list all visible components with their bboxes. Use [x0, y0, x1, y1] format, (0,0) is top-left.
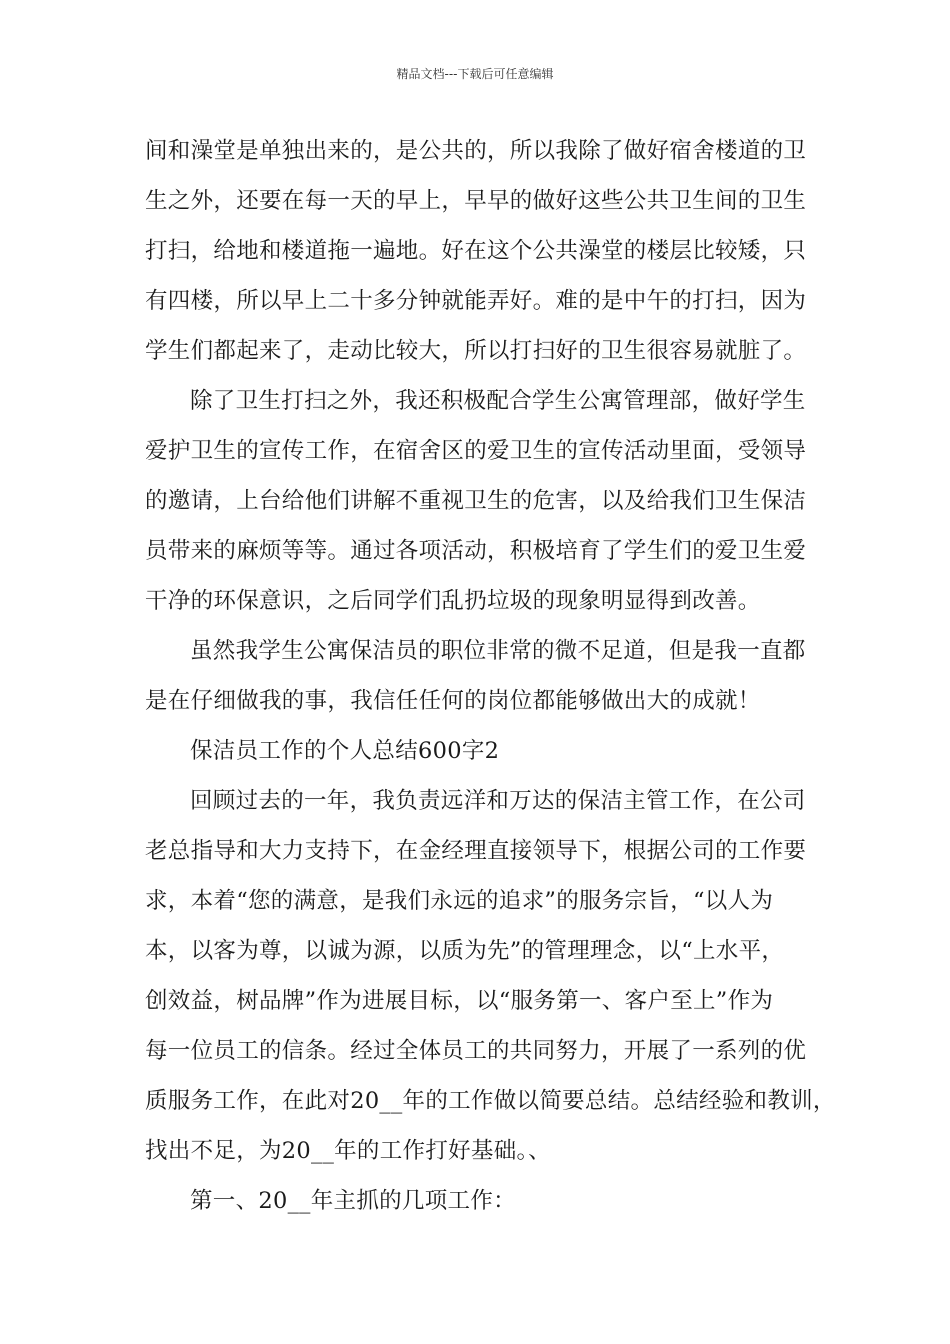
paragraph-line: 虽然我学生公寓保洁员的职位非常的微不足道，但是我一直都 [190, 638, 806, 664]
paragraph-line: 打扫，给地和楼道拖一遍地。好在这个公共澡堂的楼层比较矮，只 [145, 238, 807, 264]
paragraph-line: 学生们都起来了，走动比较大，所以打扫好的卫生很容易就脏了。 [145, 338, 807, 364]
paragraph-line: 回顾过去的一年，我负责远洋和万达的保洁主管工作，在公司 [190, 788, 806, 814]
paragraph-line: 找出不足，为20__年的工作打好基础。、 [145, 1138, 551, 1164]
paragraph-line: 的邀请，上台给他们讲解不重视卫生的危害，以及给我们卫生保洁 [145, 488, 807, 514]
paragraph-line: 干净的环保意识，之后同学们乱扔垃圾的现象明显得到改善。 [145, 588, 761, 614]
paragraph-line: 质服务工作，在此对20__年的工作做以简要总结。总结经验和教训， [145, 1088, 836, 1114]
paragraph-line: 每一位员工的信条。经过全体员工的共同努力，开展了一系列的优 [145, 1038, 807, 1064]
section-heading: 保洁员工作的个人总结600字2 [190, 738, 500, 764]
paragraph-line: 除了卫生打扫之外，我还积极配合学生公寓管理部，做好学生 [190, 388, 806, 414]
paragraph-line: 员带来的麻烦等等。通过各项活动，积极培育了学生们的爱卫生爱 [145, 538, 807, 564]
paragraph-line: 第一、20__年主抓的几项工作： [190, 1188, 516, 1214]
paragraph-line: 本，以客为尊，以诚为源，以质为先”的管理理念，以“上水平， [145, 938, 785, 964]
paragraph-line: 有四楼，所以早上二十多分钟就能弄好。难的是中午的打扫，因为 [145, 288, 807, 314]
paragraph-line: 间和澡堂是单独出来的，是公共的，所以我除了做好宿舍楼道的卫 [145, 138, 807, 164]
paragraph-line: 爱护卫生的宣传工作，在宿舍区的爱卫生的宣传活动里面，受领导 [145, 438, 807, 464]
page-header: 精品文档---下载后可任意编辑 [396, 67, 554, 81]
paragraph-line: 老总指导和大力支持下，在金经理直接领导下，根据公司的工作要 [145, 838, 807, 864]
paragraph-line: 创效益，树品牌”作为进展目标，以“服务第一、客户至上”作为 [145, 988, 774, 1014]
paragraph-line: 是在仔细做我的事，我信任任何的岗位都能够做出大的成就！ [145, 688, 761, 714]
paragraph-line: 求，本着“您的满意，是我们永远的追求”的服务宗旨，“以人为 [145, 888, 774, 914]
paragraph-line: 生之外，还要在每一天的早上，早早的做好这些公共卫生间的卫生 [145, 188, 807, 214]
